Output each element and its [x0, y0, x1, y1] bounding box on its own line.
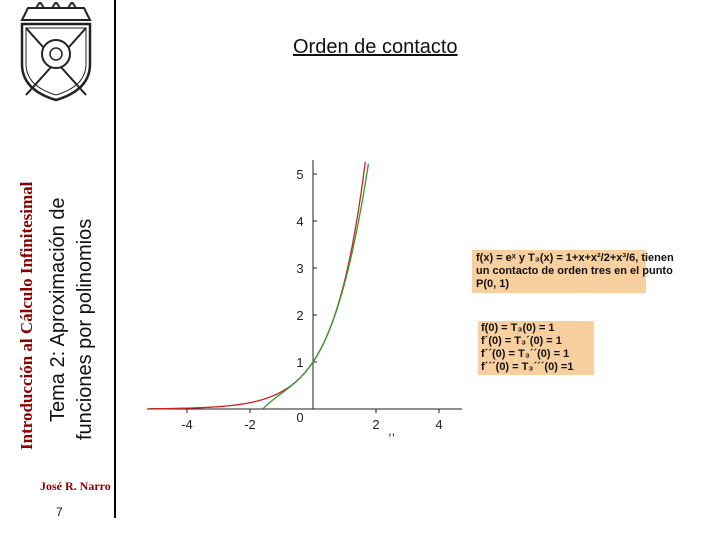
- x-tick-label: 2: [372, 417, 380, 432]
- course-title: Introducción al Cálculo Infinitesimal: [17, 181, 36, 450]
- slide-title: Orden de contacto: [293, 36, 458, 58]
- statement-line: f(x) = eˣ y T₃(x) = 1+x+x²/2+x³/6, tienen: [476, 252, 674, 264]
- topic-title-line2: funciones por polinomios: [74, 218, 96, 440]
- x-tick-label: 4: [435, 417, 443, 432]
- statement-line: un contacto de orden tres en el punto: [476, 265, 673, 277]
- y-tick-label: 3: [296, 261, 304, 276]
- y-tick-label: 1: [296, 355, 304, 370]
- y-tick-label: 5: [296, 167, 304, 182]
- derivatives-note: [478, 321, 594, 375]
- y-tick-label: 4: [296, 214, 304, 229]
- author-name: José R. Narro: [40, 479, 111, 493]
- derivative-line: f(0) = T₃(0) = 1: [481, 322, 555, 334]
- exp-curve: [149, 162, 365, 409]
- derivative-line: f´´´(0) = T₃´´´(0) =1: [481, 361, 574, 373]
- derivative-line: f´(0) = T₃´(0) = 1: [481, 335, 562, 347]
- taylor-polynomial-curve: [263, 164, 368, 409]
- y-tick-label: 2: [296, 308, 304, 323]
- page-number: 7: [56, 505, 63, 519]
- derivative-line: f´´(0) = T₃´´(0) = 1: [481, 348, 570, 360]
- topic-title-line1: Tema 2: Aproximación de: [47, 197, 69, 422]
- axis-mark: ,,: [388, 423, 396, 438]
- x-tick-label: -2: [244, 417, 256, 432]
- y-tick-label: 0: [296, 410, 304, 425]
- contact-statement-note: [472, 250, 674, 293]
- statement-line: P(0, 1): [476, 278, 510, 290]
- x-tick-label: -4: [181, 417, 193, 432]
